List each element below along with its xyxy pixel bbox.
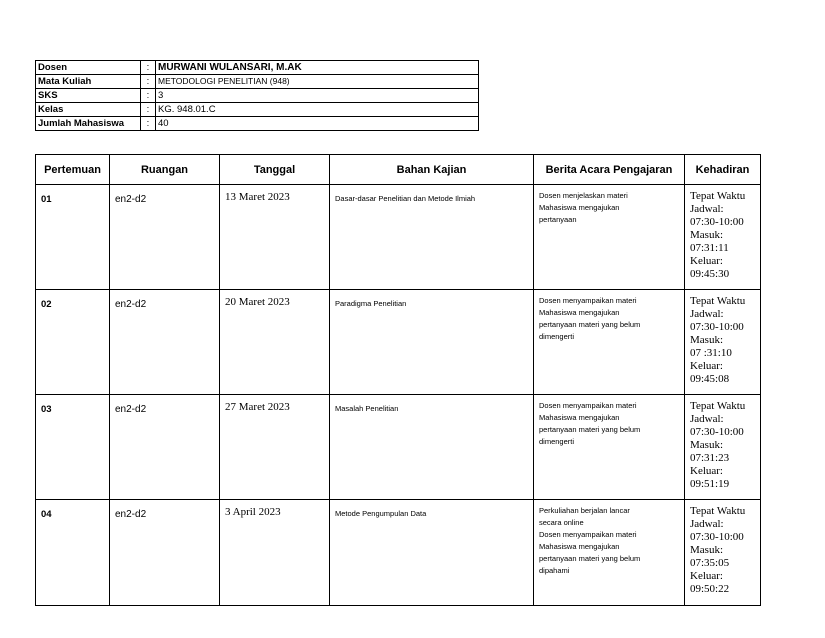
kehadiran-line: Tepat Waktu (690, 190, 746, 202)
cell-tanggal: 27 Maret 2023 (220, 395, 330, 500)
kehadiran-line: Tepat Waktu (690, 400, 746, 412)
berita-line: Dosen menyampaikan materi (539, 401, 637, 410)
berita-line: Perkuliahan berjalan lancar (539, 506, 630, 515)
cell-pertemuan: 03 (36, 395, 110, 500)
kehadiran-line: Masuk: (690, 439, 723, 451)
berita-line: Mahasiswa mengajukan (539, 413, 620, 422)
berita-line: Dosen menyampaikan materi (539, 296, 637, 305)
kehadiran-line: 07:30-10:00 (690, 216, 744, 228)
kehadiran-line: 07 :31:10 (690, 347, 732, 359)
table-row (36, 395, 761, 500)
berita-line: dimengerti (539, 332, 575, 341)
info-label: Kelas (36, 103, 141, 117)
info-row-sks (36, 89, 479, 103)
table-row (36, 500, 761, 606)
cell-ruangan: en2-d2 (110, 500, 220, 606)
header-ruangan: Ruangan (110, 155, 220, 185)
info-label: Jumlah Mahasiswa (36, 117, 141, 131)
kehadiran-line: 09:50:22 (690, 583, 730, 595)
cell-pertemuan: 04 (36, 500, 110, 606)
kehadiran-line: 07:30-10:00 (690, 426, 744, 438)
info-label: Dosen (36, 61, 141, 75)
info-row-dosen (36, 61, 479, 75)
cell-ruangan: en2-d2 (110, 290, 220, 395)
kehadiran-line: 07:30-10:00 (690, 321, 744, 333)
kehadiran-line: Keluar: (690, 360, 723, 372)
info-value: KG. 948.01.C (156, 103, 479, 117)
kehadiran-line: Jadwal: (690, 203, 724, 215)
cell-tanggal: 20 Maret 2023 (220, 290, 330, 395)
berita-line: pertanyaan (539, 215, 577, 224)
info-label: Mata Kuliah (36, 75, 141, 89)
info-value: MURWANI WULANSARI, M.AK (156, 61, 479, 75)
cell-berita-acara (534, 185, 685, 290)
cell-tanggal: 13 Maret 2023 (220, 185, 330, 290)
cell-kehadiran (685, 185, 761, 290)
info-colon: : (141, 117, 156, 131)
info-label: SKS (36, 89, 141, 103)
kehadiran-line: Tepat Waktu (690, 505, 746, 517)
kehadiran-line: Keluar: (690, 570, 723, 582)
berita-line: pertanyaan materi yang belum (539, 320, 641, 329)
berita-line: Mahasiswa mengajukan (539, 308, 620, 317)
header-bahan-kajian: Bahan Kajian (330, 155, 534, 185)
kehadiran-line: Jadwal: (690, 518, 724, 530)
kehadiran-line: 07:31:11 (690, 242, 729, 254)
cell-berita-acara (534, 500, 685, 606)
header-pertemuan: Pertemuan (36, 155, 110, 185)
attendance-table (35, 154, 761, 606)
kehadiran-line: 09:51:19 (690, 478, 730, 490)
info-colon: : (141, 89, 156, 103)
berita-line: pertanyaan materi yang belum (539, 425, 641, 434)
kehadiran-line: Tepat Waktu (690, 295, 746, 307)
cell-bahan-kajian: Paradigma Penelitian (330, 290, 534, 395)
kehadiran-line: 09:45:08 (690, 373, 730, 385)
cell-bahan-kajian: Masalah Penelitian (330, 395, 534, 500)
kehadiran-line: 07:30-10:00 (690, 531, 744, 543)
cell-bahan-kajian: Dasar-dasar Penelitian dan Metode Ilmiah (330, 185, 534, 290)
kehadiran-line: Keluar: (690, 465, 723, 477)
cell-pertemuan: 01 (36, 185, 110, 290)
kehadiran-line: 07:31:23 (690, 452, 730, 464)
berita-line: Dosen menyampaikan materi (539, 530, 637, 539)
info-colon: : (141, 75, 156, 89)
kehadiran-line: Masuk: (690, 229, 723, 241)
cell-ruangan: en2-d2 (110, 185, 220, 290)
cell-berita-acara (534, 290, 685, 395)
header-tanggal: Tanggal (220, 155, 330, 185)
cell-kehadiran (685, 395, 761, 500)
berita-line: Dosen menjelaskan materi (539, 191, 628, 200)
kehadiran-line: Jadwal: (690, 413, 724, 425)
cell-tanggal: 3 April 2023 (220, 500, 330, 606)
berita-line: dimengerti (539, 437, 575, 446)
info-row-kelas (36, 103, 479, 117)
cell-pertemuan: 02 (36, 290, 110, 395)
berita-line: Mahasiswa mengajukan (539, 542, 620, 551)
header-berita-acara: Berita Acara Pengajaran (534, 155, 685, 185)
info-value: METODOLOGI PENELITIAN (948) (156, 75, 479, 89)
info-colon: : (141, 103, 156, 117)
cell-kehadiran (685, 500, 761, 606)
info-colon: : (141, 61, 156, 75)
cell-ruangan: en2-d2 (110, 395, 220, 500)
cell-bahan-kajian: Metode Pengumpulan Data (330, 500, 534, 606)
kehadiran-line: Jadwal: (690, 308, 724, 320)
header-kehadiran: Kehadiran (685, 155, 761, 185)
cell-kehadiran (685, 290, 761, 395)
berita-line: pertanyaan materi yang belum (539, 554, 641, 563)
info-row-jumlah-mahasiswa (36, 117, 479, 131)
kehadiran-line: Masuk: (690, 544, 723, 556)
berita-line: dipahami (539, 566, 570, 575)
table-row (36, 185, 761, 290)
table-row (36, 290, 761, 395)
kehadiran-line: Keluar: (690, 255, 723, 267)
course-info-table (35, 60, 479, 131)
info-row-mata-kuliah (36, 75, 479, 89)
kehadiran-line: 09:45:30 (690, 268, 730, 280)
kehadiran-line: 07:35:05 (690, 557, 730, 569)
berita-line: secara online (539, 518, 584, 527)
info-value: 3 (156, 89, 479, 103)
berita-line: Mahasiswa mengajukan (539, 203, 620, 212)
table-header-row (36, 155, 761, 185)
cell-berita-acara (534, 395, 685, 500)
info-value: 40 (156, 117, 479, 131)
kehadiran-line: Masuk: (690, 334, 723, 346)
